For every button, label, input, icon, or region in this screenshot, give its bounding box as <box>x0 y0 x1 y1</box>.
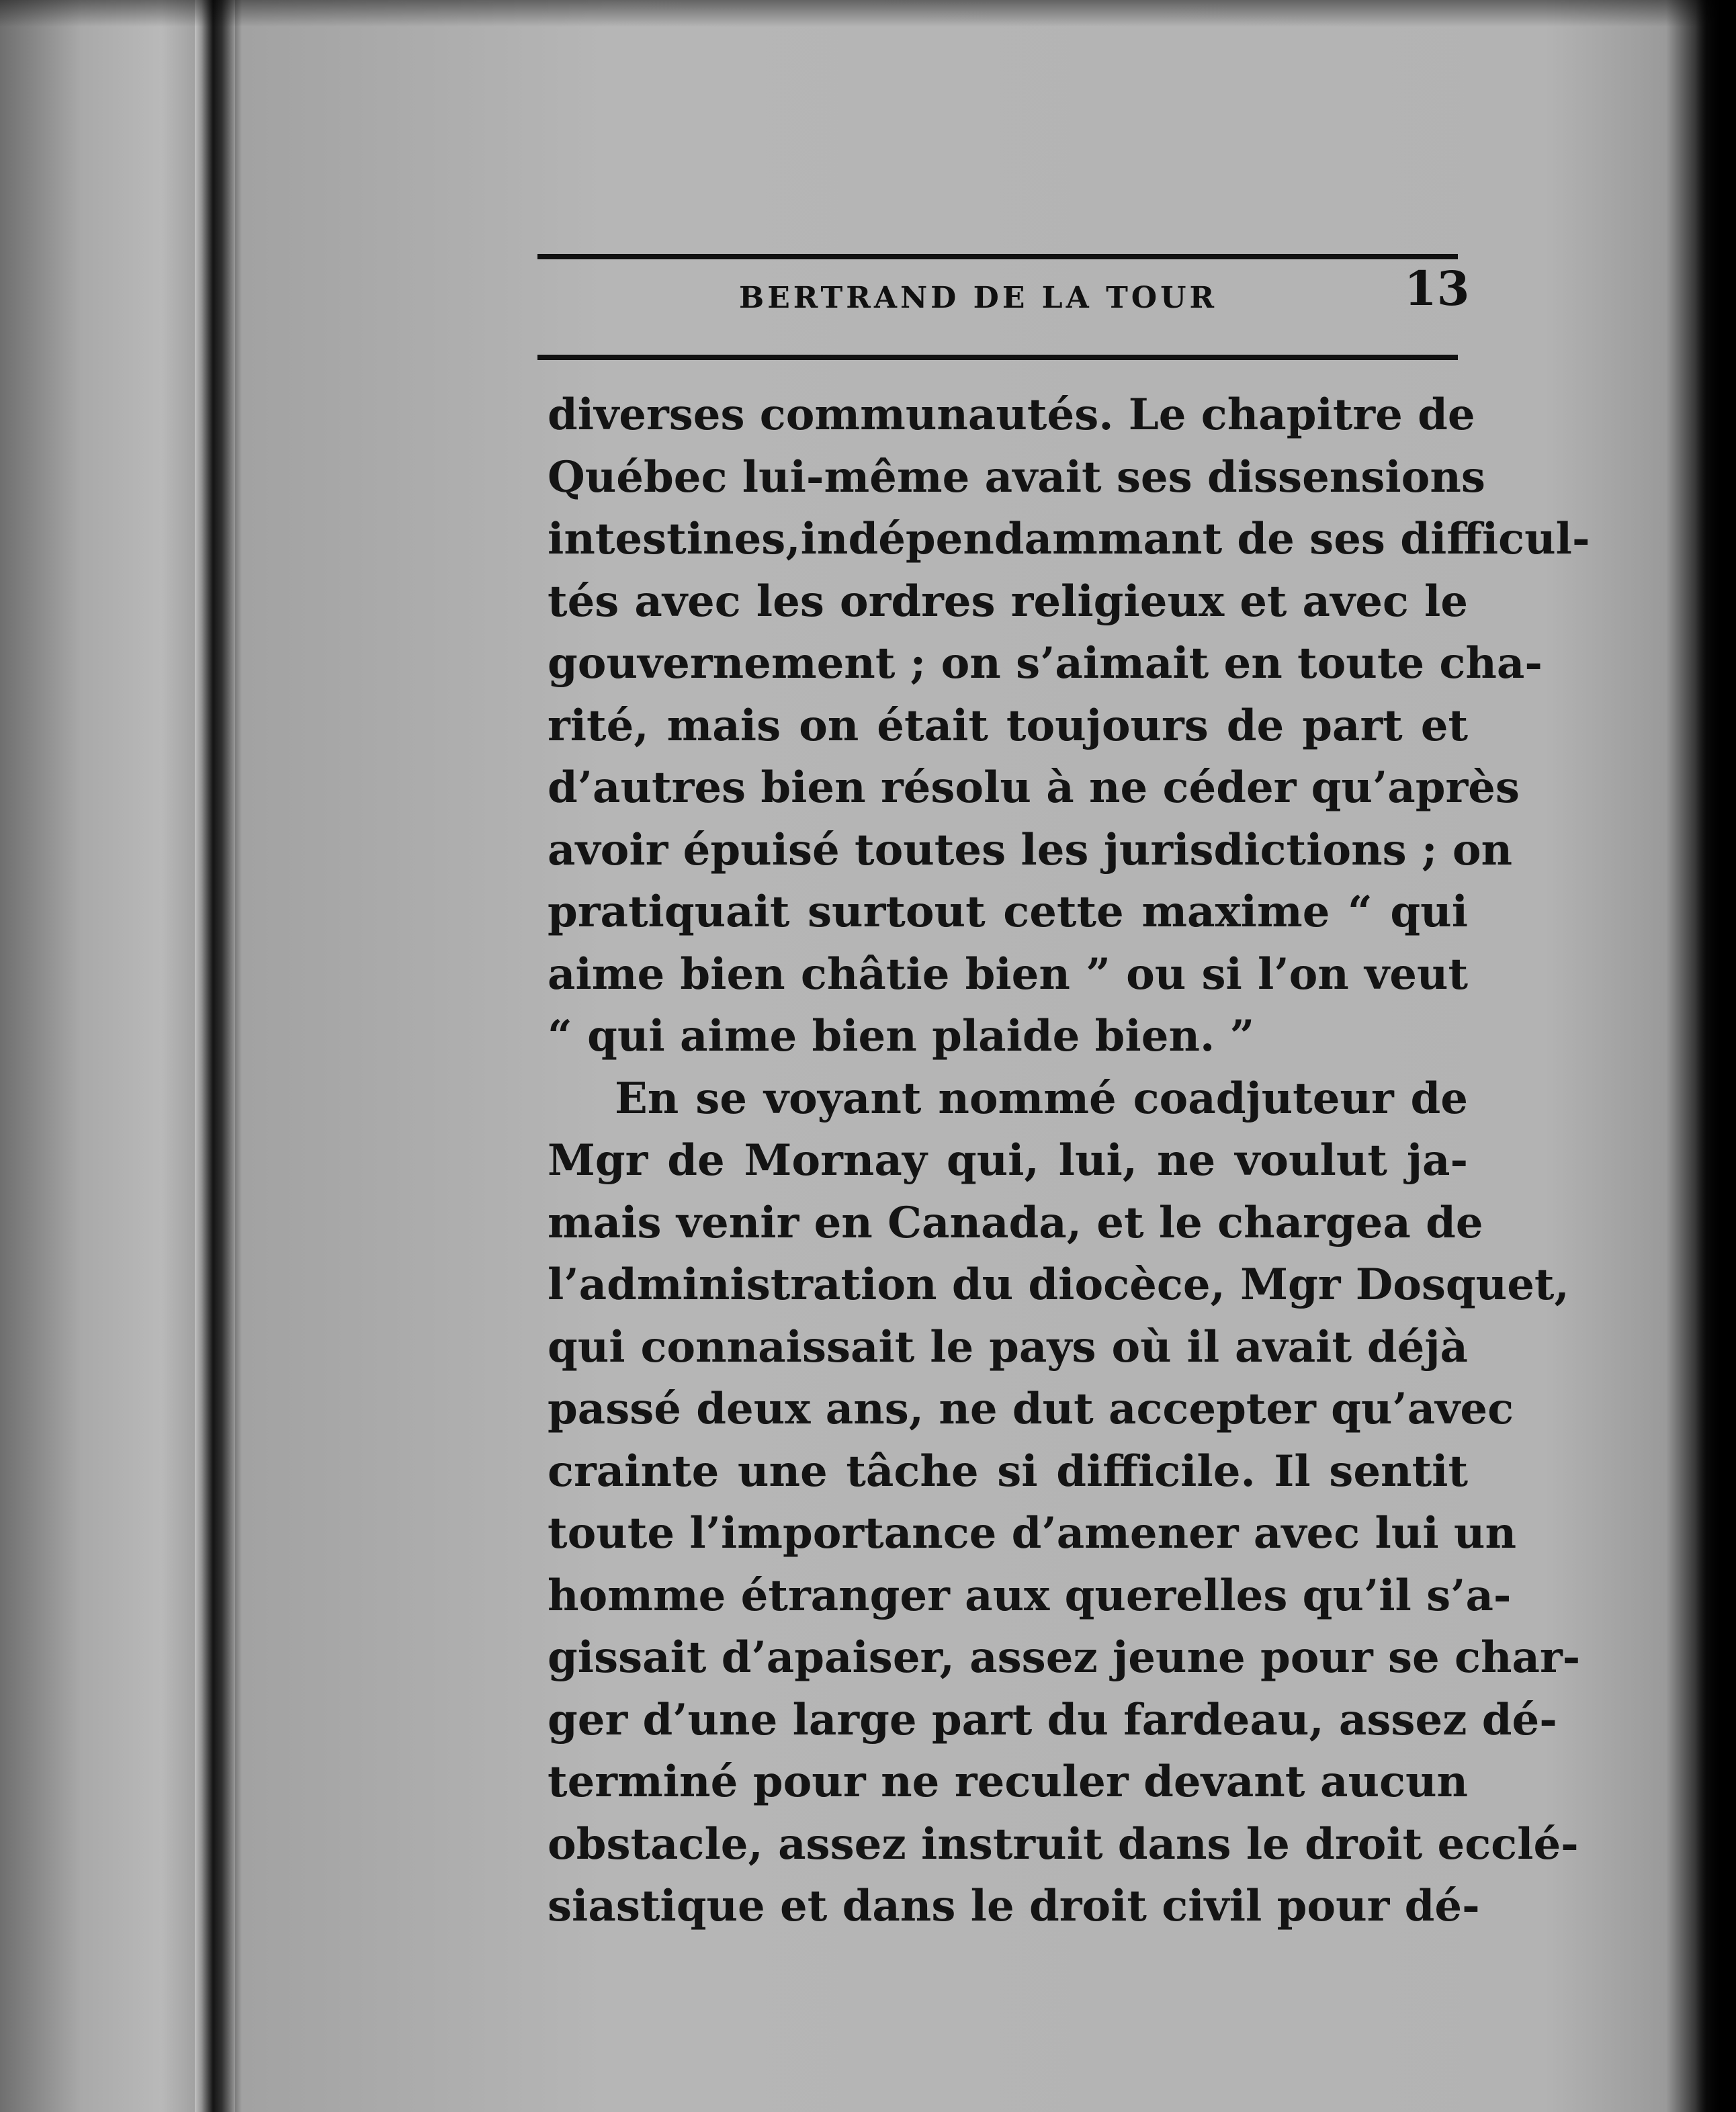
page-top-shadow <box>0 0 1736 27</box>
text-line: “ qui aime bien plaide bien. ” <box>548 1011 1255 1061</box>
body-text <box>548 384 1590 1938</box>
text-line: aime bien châtie bien ” ou si l’on veut <box>548 949 1468 1000</box>
text-line: toute l’importance d’amener avec lui un <box>548 1508 1516 1558</box>
text-line: passé deux ans, ne dut accepter qu’avec <box>548 1384 1514 1434</box>
header-rule-top <box>537 254 1458 259</box>
text-line: Mgr de Mornay qui, lui, ne voulut ja- <box>548 1135 1468 1186</box>
text-line: mais venir en Canada, et le chargea de <box>548 1197 1483 1248</box>
text-line: diverses communautés. Le chapitre de <box>548 390 1475 440</box>
text-line: obstacle, assez instruit dans le droit ecclé- <box>548 1818 1579 1869</box>
text-line: ger d’une large part du fardeau, assez dé- <box>548 1694 1557 1745</box>
text-line: terminé pour ne reculer devant aucun <box>548 1757 1468 1807</box>
page-edge-shadow <box>1696 0 1736 2112</box>
text-line: d’autres bien résolu à ne céder qu’après <box>548 762 1520 813</box>
text-line: gouvernement ; on s’aimait en toute cha- <box>548 638 1543 689</box>
text-line: l’administration du diocèce, Mgr Dosquet, <box>548 1260 1569 1310</box>
text-line: pratiquait surtout cette maxime “ qui <box>548 887 1468 937</box>
text-line: siastique et dans le droit civil pour dé- <box>548 1881 1480 1931</box>
text-line: tés avec les ordres religieux et avec le <box>548 576 1468 627</box>
text-line: avoir épuisé toutes les jurisdictions ; on <box>548 824 1513 875</box>
page-number: 13 <box>1404 261 1470 316</box>
text-line: En se voyant nommé coadjuteur de <box>615 1073 1468 1124</box>
text-line: qui connaissait le pays où il avait déjà <box>548 1321 1468 1372</box>
text-line: rité, mais on était toujours de part et <box>548 700 1468 751</box>
book-spine-fold <box>195 0 235 2112</box>
running-head: BERTRAND DE LA TOUR <box>739 281 1218 315</box>
text-line: Québec lui-même avait ses dissensions <box>548 451 1485 502</box>
text-line: gissait d’apaiser, assez jeune pour se char- <box>548 1632 1581 1683</box>
header-rule-bottom <box>537 355 1458 360</box>
text-line: homme étranger aux querelles qu’il s’a- <box>548 1570 1512 1621</box>
text-line: crainte une tâche si difficile. Il sentit <box>548 1446 1468 1497</box>
text-line: intestines,indépendammant de ses difficul- <box>548 514 1590 564</box>
